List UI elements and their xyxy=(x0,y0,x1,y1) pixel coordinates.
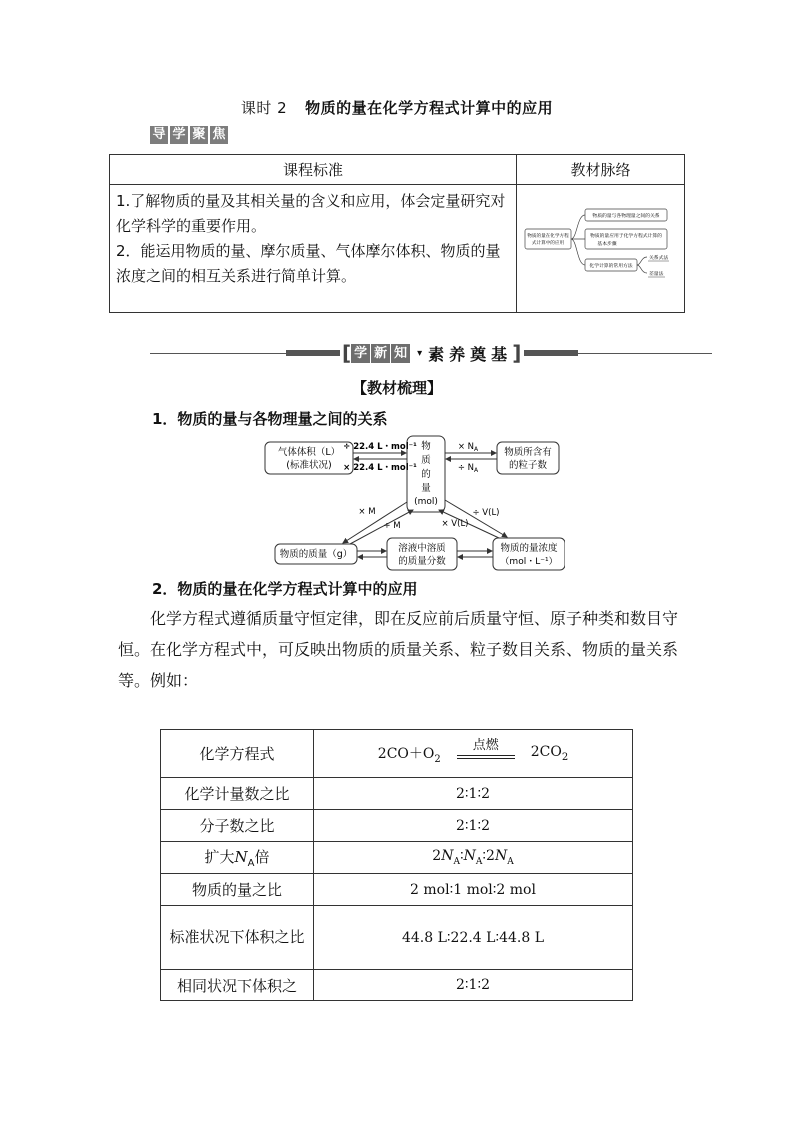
band-center xyxy=(342,341,521,365)
standard-item-2: 2．能运用物质的量、摩尔质量、气体摩尔体积、物质的量浓度之间的相互关系进行简单计算。 xyxy=(116,242,501,285)
row-key: 化学计量数之比 xyxy=(161,778,314,810)
equation-left: $2CO+O_2$ xyxy=(377,745,441,765)
equation-condition: 点燃 xyxy=(472,738,499,754)
label-mul-vm: × 22.4 L・mol⁻¹ xyxy=(343,463,417,473)
relationship-diagram xyxy=(255,432,565,572)
row-key: 分子数之比 xyxy=(161,810,314,842)
guide-tag-char: 学 xyxy=(170,126,188,144)
band-line-left-thick xyxy=(286,350,340,356)
row-key: 标准状况下体积之比 xyxy=(161,906,314,970)
table-row xyxy=(161,874,633,906)
moles-label-4: 量 xyxy=(421,483,431,494)
table-row xyxy=(161,810,633,842)
section-2-heading: 2．物质的量在化学方程式计算中的应用 xyxy=(152,580,418,598)
table-row xyxy=(161,842,633,874)
guide-tag-char: 导 xyxy=(150,126,168,144)
guide-tag xyxy=(150,126,228,144)
equation-right: $2CO_2$ xyxy=(530,744,569,763)
moles-label-2: 质 xyxy=(421,455,431,466)
label-div-vm: ÷ 22.4 L・mol⁻¹ xyxy=(343,442,417,452)
gas-volume-note: (标准状况) xyxy=(286,460,332,471)
fraction-label: 溶液中溶质 xyxy=(398,543,446,554)
guide-tag-char: 聚 xyxy=(190,126,208,144)
sub-heading: 【教材梳理】 xyxy=(351,379,442,397)
body-paragraph: 化学方程式遵循质量守恒定律，即在反应前后质量守恒、原子种类和数目守恒。在化学方程式中，可反映出物质的质量关系、粒子数目关系、物质的量关系等。例如： xyxy=(118,609,679,690)
band-line-left-thin xyxy=(150,353,286,354)
band-tag: 学 xyxy=(351,344,370,363)
standard-item-1: 1.了解物质的量及其相关量的含义和应用，体会定量研究对化学科学的重要作用。 xyxy=(116,192,506,235)
mini-map-leaf-1: 关系式法 xyxy=(649,255,669,261)
mass-label: 物质的质量（g） xyxy=(279,549,353,560)
gas-volume-label: 气体体积（L） xyxy=(277,447,341,458)
particles-label-2: 的粒子数 xyxy=(508,460,548,471)
mini-map-leaf-2: 差量法 xyxy=(649,271,664,277)
chemical-equation xyxy=(377,738,569,765)
row-value: 2∶1∶2 xyxy=(314,810,633,842)
band-tag: 知 xyxy=(391,344,410,363)
equation-arrow xyxy=(457,738,515,763)
mini-map-svg xyxy=(517,187,683,307)
section-band xyxy=(150,339,712,367)
band-bracket-right: ] xyxy=(512,341,522,365)
lesson-title-text: 物质的量在化学方程式计算中的应用 xyxy=(305,99,554,117)
outline-header: 教材脉络 xyxy=(517,155,685,185)
mini-map-root-box xyxy=(525,229,571,249)
label-div-na: ÷ $N_A$ xyxy=(457,463,479,474)
mini-map-root-2: 式计算中的应用 xyxy=(531,240,565,246)
row-value: 44.8 L∶22.4 L∶44.8 L xyxy=(314,906,633,970)
mini-map-root: 物质的量在化学方程 xyxy=(527,233,569,239)
guide-tag-char: 焦 xyxy=(210,126,228,144)
section-1-heading: 1．物质的量与各物理量之间的关系 xyxy=(152,410,388,428)
band-bracket-left: [ xyxy=(342,341,352,365)
concentration-label: 物质的量浓度 xyxy=(500,543,558,554)
table-row xyxy=(161,970,633,1001)
band-dot-icon: ▾ xyxy=(417,347,423,359)
label-div-m: ÷ M xyxy=(383,521,401,531)
lesson-number: 课时 2 xyxy=(240,99,288,117)
fraction-label-2: 的质量分数 xyxy=(398,556,446,567)
label-mul-na: × $N_A$ xyxy=(457,442,479,453)
band-tag: 新 xyxy=(371,344,390,363)
row-value: 2∶1∶2 xyxy=(314,778,633,810)
table-row xyxy=(161,906,633,970)
band-line-right-thin xyxy=(578,353,712,354)
label-div-v: ÷ V(L) xyxy=(472,508,500,518)
mini-map-branch-2-text: 物质的量应用于化学方程式计算的 xyxy=(590,233,662,239)
row-value: $2N_A∶N_A∶2N_A$ xyxy=(314,842,633,874)
band-title: 素养奠基 xyxy=(428,344,513,364)
band-line-right-thick xyxy=(524,350,578,356)
standards-header: 课程标准 xyxy=(110,155,517,185)
table-row xyxy=(161,778,633,810)
mini-map-branch-3-text: 化学计算的常用方法 xyxy=(589,263,633,269)
lesson-title xyxy=(0,97,794,118)
moles-unit: (mol) xyxy=(414,497,438,507)
mini-map-branch-2-text-2: 基本步骤 xyxy=(597,241,617,247)
moles-label-1: 物 xyxy=(421,441,431,452)
row-key: 化学方程式 xyxy=(161,730,314,778)
standards-content xyxy=(110,185,517,313)
mini-map-branch-1-text: 物质的量与各物理量之间的关系 xyxy=(592,213,660,219)
equation-table xyxy=(160,729,633,1001)
label-mul-v: × V(L) xyxy=(441,519,469,529)
equals-sign-icon xyxy=(457,755,515,759)
row-key: 物质的量之比 xyxy=(161,874,314,906)
outline-mini-map xyxy=(517,185,685,313)
standards-table xyxy=(109,154,685,313)
concentration-unit: （mol・L⁻¹） xyxy=(500,557,558,567)
equation-cell xyxy=(314,730,633,778)
moles-label-3: 的 xyxy=(421,469,431,480)
row-value: 2∶1∶2 xyxy=(314,970,633,1001)
row-key: 相同状况下体积之 xyxy=(161,970,314,1001)
table-row xyxy=(161,730,633,778)
row-key: 扩大$N_A$倍 xyxy=(161,842,314,874)
particles-label: 物质所含有 xyxy=(504,447,552,458)
label-mul-m: × M xyxy=(358,507,376,517)
row-value: 2 mol∶1 mol∶2 mol xyxy=(314,874,633,906)
